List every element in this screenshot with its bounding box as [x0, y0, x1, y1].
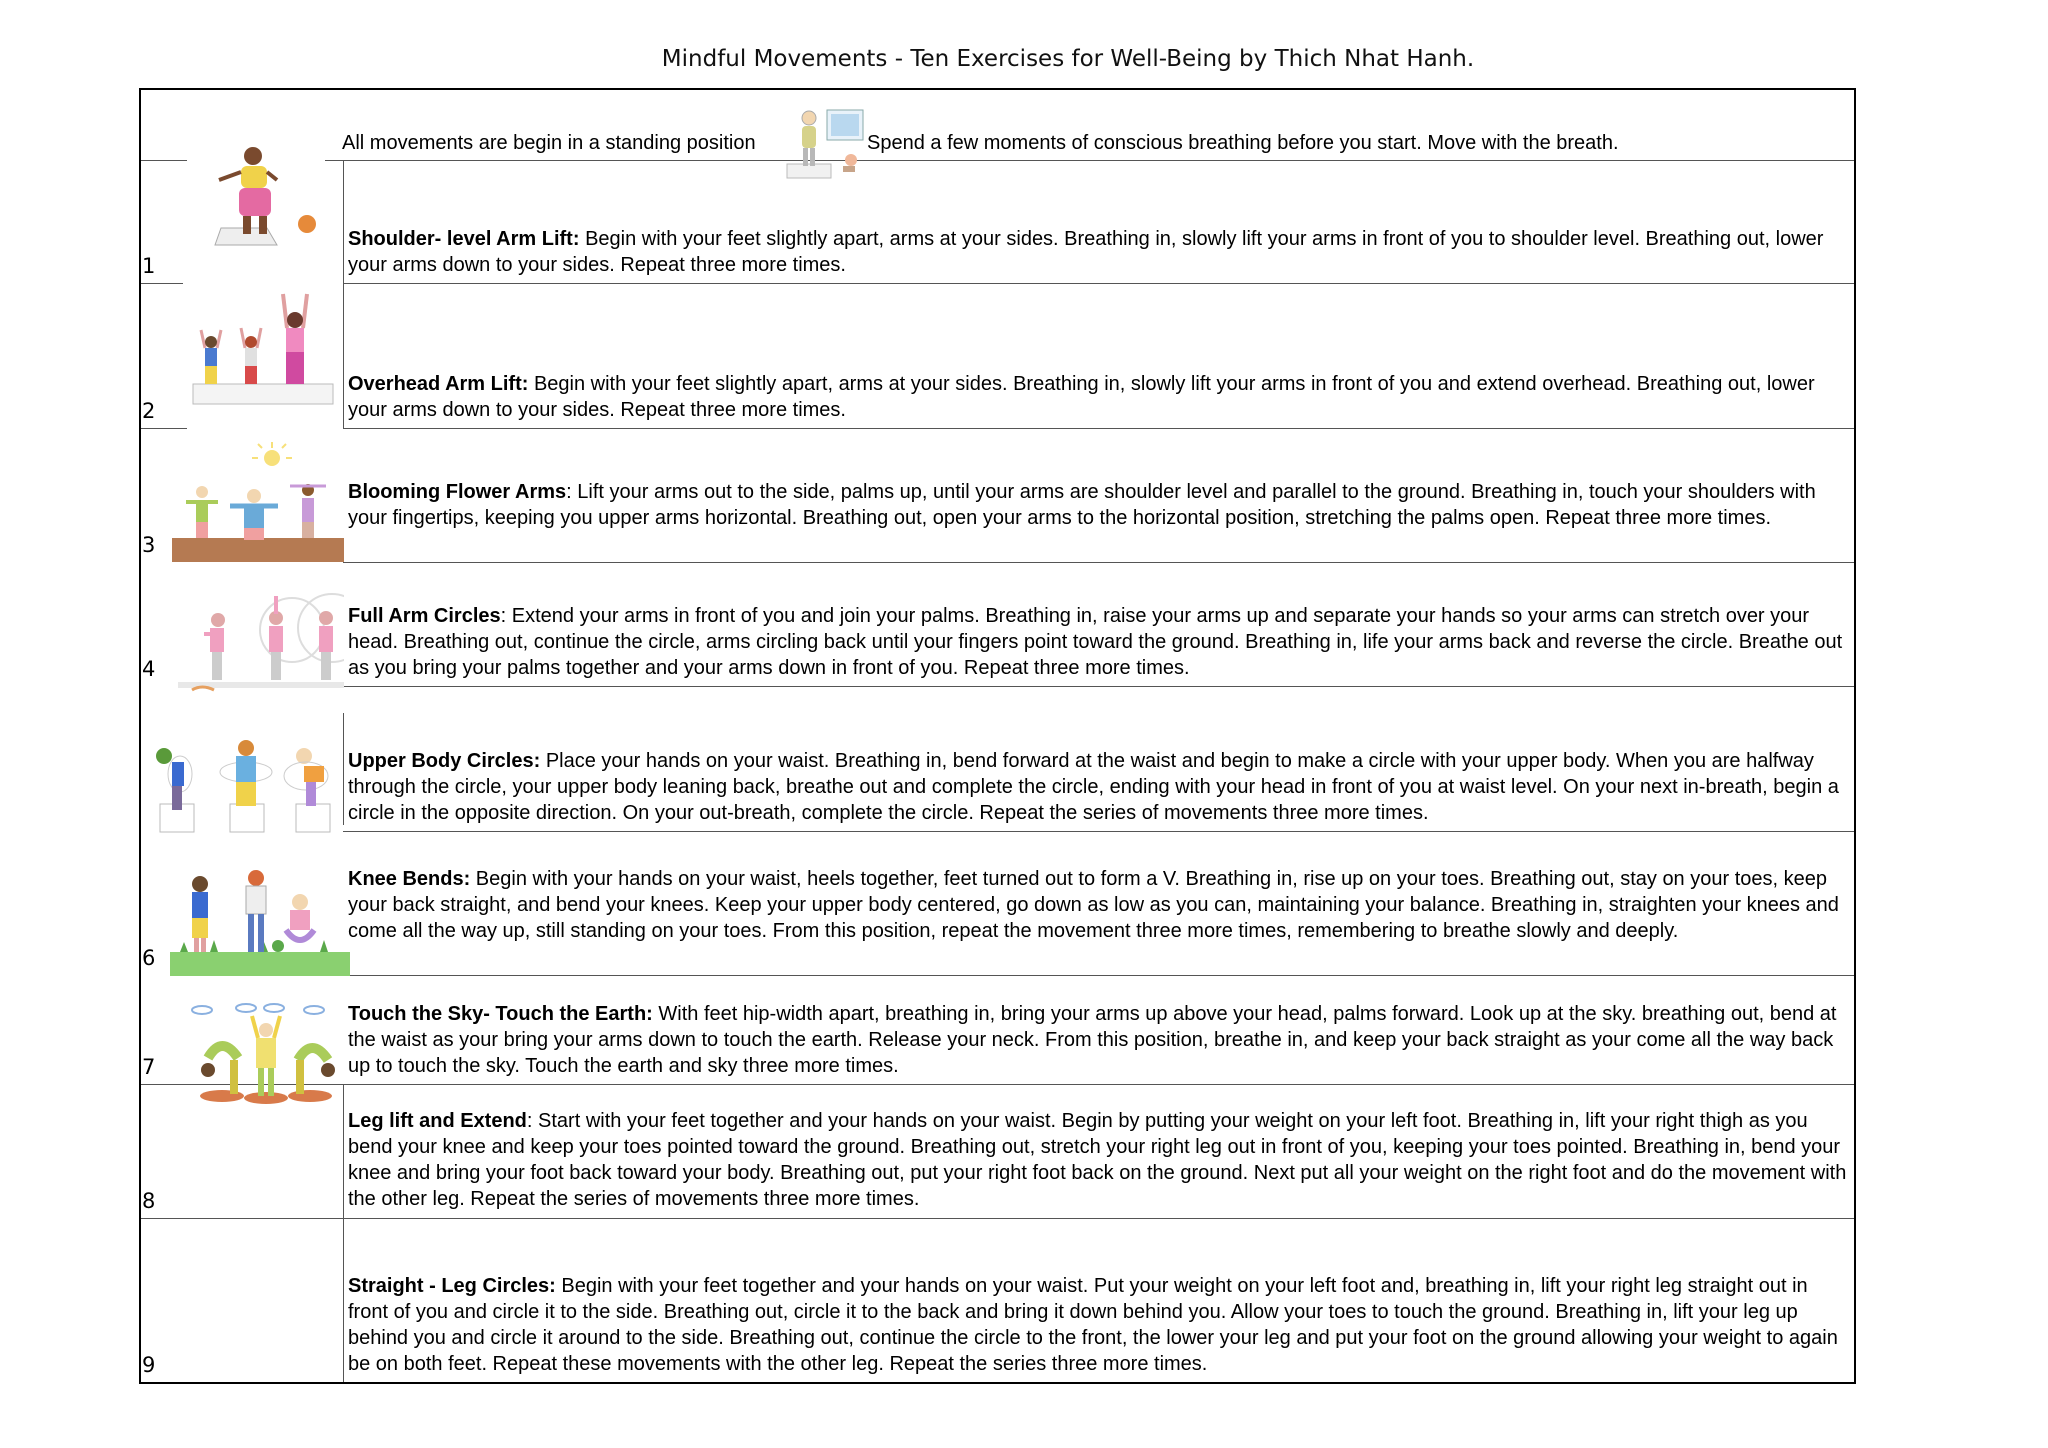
- exercise-description: [348, 866, 1853, 944]
- exercise-title: Leg lift and Extend: [348, 1110, 527, 1132]
- exercise-text: With feet hip-width apart, breathing in, bring your arms up above your head, palms forward. Look up at the sky. breathing out, bend at the waist as your bring your arms down to touch the earth. Release your neck. From this position, breathe in, and keep your back straight as your come all the way back up to touch the sky. Touch the earth and sky three more times.: [348, 1003, 1837, 1077]
- column-divider: [343, 283, 344, 428]
- intro-left-text: All movements are begin in a standing position: [342, 132, 756, 154]
- exercise-text: : Extend your arms in front of you and join your palms. Breathing in, raise your arms up and separate your hands so your arms can stretch over your head. Breathing out, continue the circle, arms circling back until your fingers point toward the ground. Breathing in, life your arms back and reverse the circle. Breathe out as you bring your palms together and your arms down in front of you. Repeat three more times.: [348, 605, 1843, 679]
- exercise-description: [348, 603, 1853, 681]
- row-divider: [343, 283, 1854, 284]
- exercise-description: [348, 1108, 1853, 1212]
- exercise-2-illustration: [183, 290, 343, 420]
- exercise-text: Begin with your feet slightly apart, arms at your sides. Breathing in, slowly lift your arms in front of you and extend overhead. Breathing out, lower your arms down to your sides. Repeat three more times.: [348, 373, 1815, 421]
- exercise-description: [348, 371, 1853, 423]
- exercise-text: Begin with your feet slightly apart, arms at your sides. Breathing in, slowly lift your arms in front of you to shoulder level. Breathing out, lower your arms down to your sides. Repeat three more times.: [348, 228, 1824, 276]
- exercise-number: 3: [142, 533, 156, 557]
- exercise-title: Touch the Sky- Touch the Earth:: [348, 1003, 653, 1025]
- row-divider: [343, 428, 1854, 429]
- row-divider: [141, 160, 187, 161]
- row-divider: [141, 1218, 1854, 1219]
- exercise-7-illustration: [182, 998, 342, 1108]
- exercise-text: Begin with your hands on your waist, heels together, feet turned out to form a V. Breathing in, rise up on your toes. Breathing out, stay on your toes, keep your back straight, and bend your knees. Keep your upper body centered, go down as low as you can, maintaining your balance. Breathing in, straighten your knees and come all the way up, still standing on your toes. From this position, repeat the movement three more times, remembering to breathe slowly and deeply.: [348, 868, 1839, 942]
- exercise-description: [348, 226, 1853, 278]
- exercise-text: Place your hands on your waist. Breathing in, bend forward at the waist and begin to make a circle with your upper body. When you are halfway through the circle, your upper body leaning back, breathe out and complete the circle, ending with your head in front of you at waist level. On your next in-breath, begin a circle in the opposite direction. On your out-breath, complete the circle. Repeat the series of movements three more times.: [348, 750, 1839, 824]
- exercise-text: : Lift your arms out to the side, palms up, until your arms are shoulder level and parallel to the ground. Breathing in, touch your shoulders with your fingertips, keeping you upper arms horizontal. Breathing out, open your arms to the horizontal position, stretching the palms open. Repeat three more times.: [348, 481, 1816, 529]
- exercise-description: [348, 748, 1853, 826]
- row-divider: [343, 686, 1854, 687]
- column-divider: [343, 1084, 344, 1382]
- row-divider: [343, 562, 1854, 563]
- row-divider: [325, 160, 1854, 161]
- row-divider: [141, 428, 187, 429]
- exercise-title: Upper Body Circles:: [348, 750, 541, 772]
- row-divider: [343, 831, 1854, 832]
- intro-right-text: Spend a few moments of conscious breathing before you start. Move with the breath.: [867, 132, 1619, 154]
- exercise-4-illustration: [172, 578, 344, 703]
- page-title: Mindful Movements - Ten Exercises for Well-Being by Thich Nhat Hanh.: [661, 46, 1475, 72]
- exercise-5-illustration: [146, 718, 336, 838]
- exercise-text: : Start with your feet together and your hands on your waist. Begin by putting your weight on your left foot. Breathing in, lift your right thigh as you bend your knee and keep your toes pointed toward the ground. Breathing out, stretch your right leg out in front of you, keeping your toes pointed. Breathing in, bend your knee and bring your foot back toward your body. Breathing out, put your right foot back on the ground. Next put all your weight on the right foot and do the movement with the other leg. Repeat the series of movements three more times.: [348, 1110, 1847, 1210]
- exercise-title: Knee Bends:: [348, 868, 471, 890]
- row-divider: [141, 283, 183, 284]
- exercise-description: [348, 1001, 1853, 1079]
- exercise-title: Overhead Arm Lift:: [348, 373, 529, 395]
- exercise-title: Shoulder- level Arm Lift:: [348, 228, 580, 250]
- exercise-text: Begin with your feet together and your hands on your waist. Put your weight on your left foot and, breathing in, lift your right leg straight out in front of you and circle it to the side. Breathing out, circle it to the back and bring it down behind you. Allow your toes to touch the ground. Breathing in, lift your leg up behind you and circle it around to the side. Breathing out, continue the circle to the front, the lower your leg and put your foot on the ground allowing your weight to again be on both feet. Repeat these movements with the other leg. Repeat the series three more times.: [348, 1275, 1838, 1375]
- exercise-number: 1: [142, 254, 156, 278]
- exercise-description: [348, 1273, 1853, 1377]
- row-divider: [141, 1084, 1854, 1085]
- exercise-3-illustration: [172, 440, 344, 565]
- exercise-number: 7: [142, 1055, 156, 1079]
- exercise-number: 8: [142, 1189, 156, 1213]
- exercise-title: Full Arm Circles: [348, 605, 501, 627]
- exercise-description: [348, 479, 1853, 531]
- column-divider: [343, 160, 344, 283]
- exercise-number: 9: [142, 1353, 156, 1377]
- exercise-number: 6: [142, 946, 156, 970]
- exercise-6-illustration: [170, 868, 350, 978]
- exercise-number: 4: [142, 657, 156, 681]
- exercise-title: Straight - Leg Circles:: [348, 1275, 556, 1297]
- exercise-1-illustration: [205, 140, 325, 255]
- intro-illustration: [781, 104, 871, 184]
- exercise-number: 2: [142, 399, 156, 423]
- row-divider: [343, 975, 1854, 976]
- exercise-title: Blooming Flower Arms: [348, 481, 567, 503]
- column-divider: [343, 713, 344, 825]
